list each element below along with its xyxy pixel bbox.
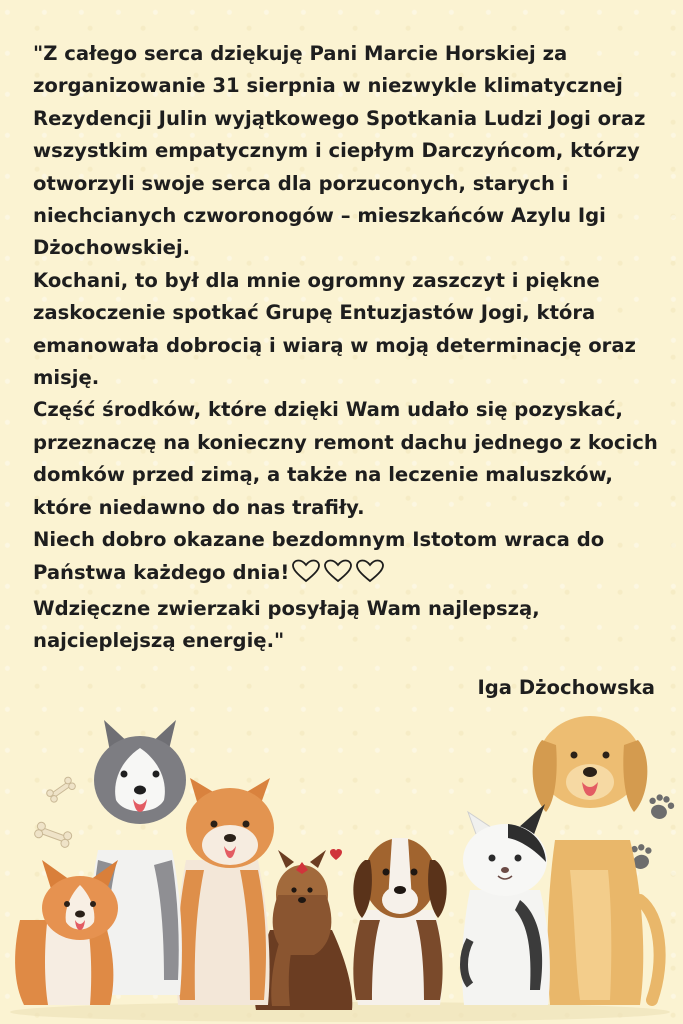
yorkshire-terrier xyxy=(255,850,353,1010)
shiba-inu xyxy=(176,778,274,1005)
heart-outline-icon xyxy=(355,559,385,583)
paragraph-2: Kochani, to był dla mnie ogromny zaszczyt i piękne zaskoczenie spotkać Grupę Entuzjastów Jogi, która emanowała dobrocią i wiarą w moją determinację oraz misję. xyxy=(33,268,636,390)
heart-outline-icon xyxy=(323,559,353,583)
cat xyxy=(462,804,550,1005)
heart-outline-icon xyxy=(291,559,321,583)
paragraph-1: "Z całego serca dziękuję Pani Marcie Horskiej za zorganizowanie 31 sierpnia w niezwykle klimatycznej Rezydencji Julin wyjątkowego Spotkania Ludzi Jogi oraz wszystkim empatycznym i ciepłym Darczyńcom, którzy otworzyli swoje serca dla porzuconych, starych i niechcianych czworonogów – mieszkańców Azylu Igi Dżochowskiej. xyxy=(33,42,646,260)
paragraph-4-text: Niech dobro okazane bezdomnym Istotom wraca do Państwa każdego dnia! xyxy=(33,528,605,584)
paragraph-5: Wdzięczne zwierzaki posyłają Wam najlepszą, najcieplejszą energię." xyxy=(33,596,540,653)
signature: Iga Dżochowska xyxy=(477,676,655,699)
paw-print-icon xyxy=(645,792,676,822)
paragraph-3: Część środków, które dzięki Wam udało się pozyskać, przeznaczę na konieczny remont dachu jednego z kocich domków przed zimą, a także na leczenie maluszków, które niedawno do nas trafiły. xyxy=(33,398,658,519)
hearts-group xyxy=(291,559,387,593)
bone-icon xyxy=(45,776,76,804)
beagle xyxy=(353,838,446,1005)
small-red-heart-icon xyxy=(330,849,342,860)
letter-text xyxy=(33,38,658,658)
paragraph-4 xyxy=(33,524,658,593)
dogs-illustration xyxy=(0,700,683,1024)
bone-icon xyxy=(34,821,73,848)
corgi xyxy=(15,860,118,1005)
